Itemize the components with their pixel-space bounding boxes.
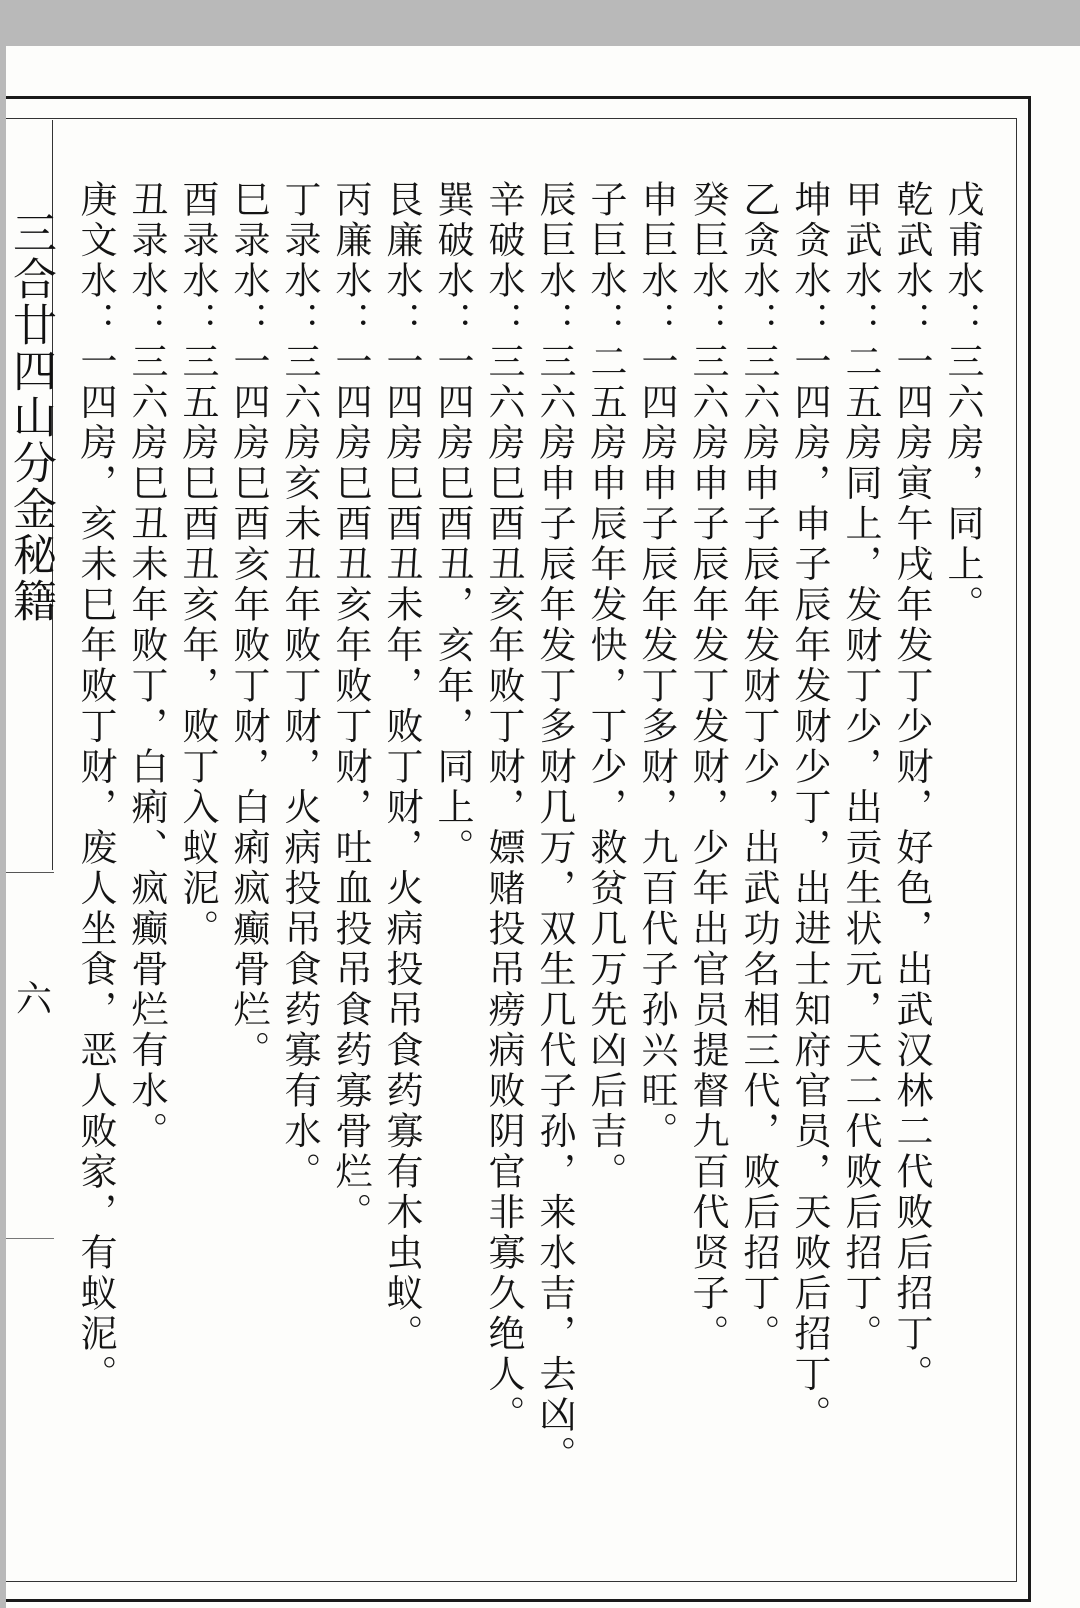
text-column: 乙贪水：三六房申子辰年发财丁少，出武功名相三代，败后招丁。 bbox=[737, 180, 780, 1355]
margin-divider bbox=[6, 872, 54, 873]
margin-divider bbox=[6, 1238, 54, 1239]
text-column: 庚文水：一四房，亥未巳年败丁财，废人坐食，恶人败家，有蚁泥。 bbox=[74, 180, 117, 1395]
text-column: 丁录水：三六房亥未丑年败丁财，火病投吊食药寡有水。 bbox=[278, 180, 321, 1193]
text-column: 申巨水：一四房申子辰年发丁多财，九百代子孙兴旺。 bbox=[635, 180, 678, 1152]
title-strip bbox=[5, 120, 56, 870]
text-column: 甲武水：二五房同上，发财丁少，出贡生状元，天二代败后招丁。 bbox=[839, 180, 882, 1355]
text-column: 丙廉水：一四房巳酉丑亥年败丁财，吐血投吊食药寡骨烂。 bbox=[329, 180, 372, 1233]
text-column: 癸巨水：三六房申子辰年发丁发财，少年出官员提督九百代贤子。 bbox=[686, 180, 729, 1355]
text-column: 巽破水：一四房巳酉丑，亥年，同上。 bbox=[431, 180, 474, 869]
text-column: 乾武水：一四房寅午戌年发丁少财，好色，出武汉林二代败后招丁。 bbox=[890, 180, 933, 1395]
text-column: 巳录水：一四房巳酉亥年败丁财，白痢疯癫骨烂。 bbox=[227, 180, 270, 1071]
page-number: 六 bbox=[15, 979, 52, 1020]
text-column: 丑录水：三六房巳丑未年败丁，白痢、疯癫骨烂有水。 bbox=[125, 180, 168, 1152]
text-column: 戊甫水：三六房，同上。 bbox=[941, 180, 984, 626]
text-column: 艮廉水：一四房巳酉丑未年，败丁财，火病投吊食药寡有木虫蚁。 bbox=[380, 180, 423, 1355]
text-column: 坤贪水：一四房，申子辰年发财少丁，出进士知府官员，天败后招丁。 bbox=[788, 180, 831, 1436]
scanned-page bbox=[6, 46, 1080, 1608]
text-column: 酉录水：三五房巳酉丑亥年，败丁入蚁泥。 bbox=[176, 180, 219, 950]
body-text bbox=[74, 180, 988, 1590]
book-title: 三合廿四山分金秘籍 bbox=[5, 210, 56, 624]
text-column: 子巨水：二五房申辰年发快，丁少，救贫几万先凶后吉。 bbox=[584, 180, 627, 1193]
text-column: 辰巨水：三六房申子辰年发丁多财几万，双生几代子孙，来水吉，去凶。 bbox=[533, 180, 576, 1476]
text-column: 辛破水：三六房巳酉丑亥年败丁财，嫖赌投吊痨病败阴官非寡久绝人。 bbox=[482, 180, 525, 1436]
